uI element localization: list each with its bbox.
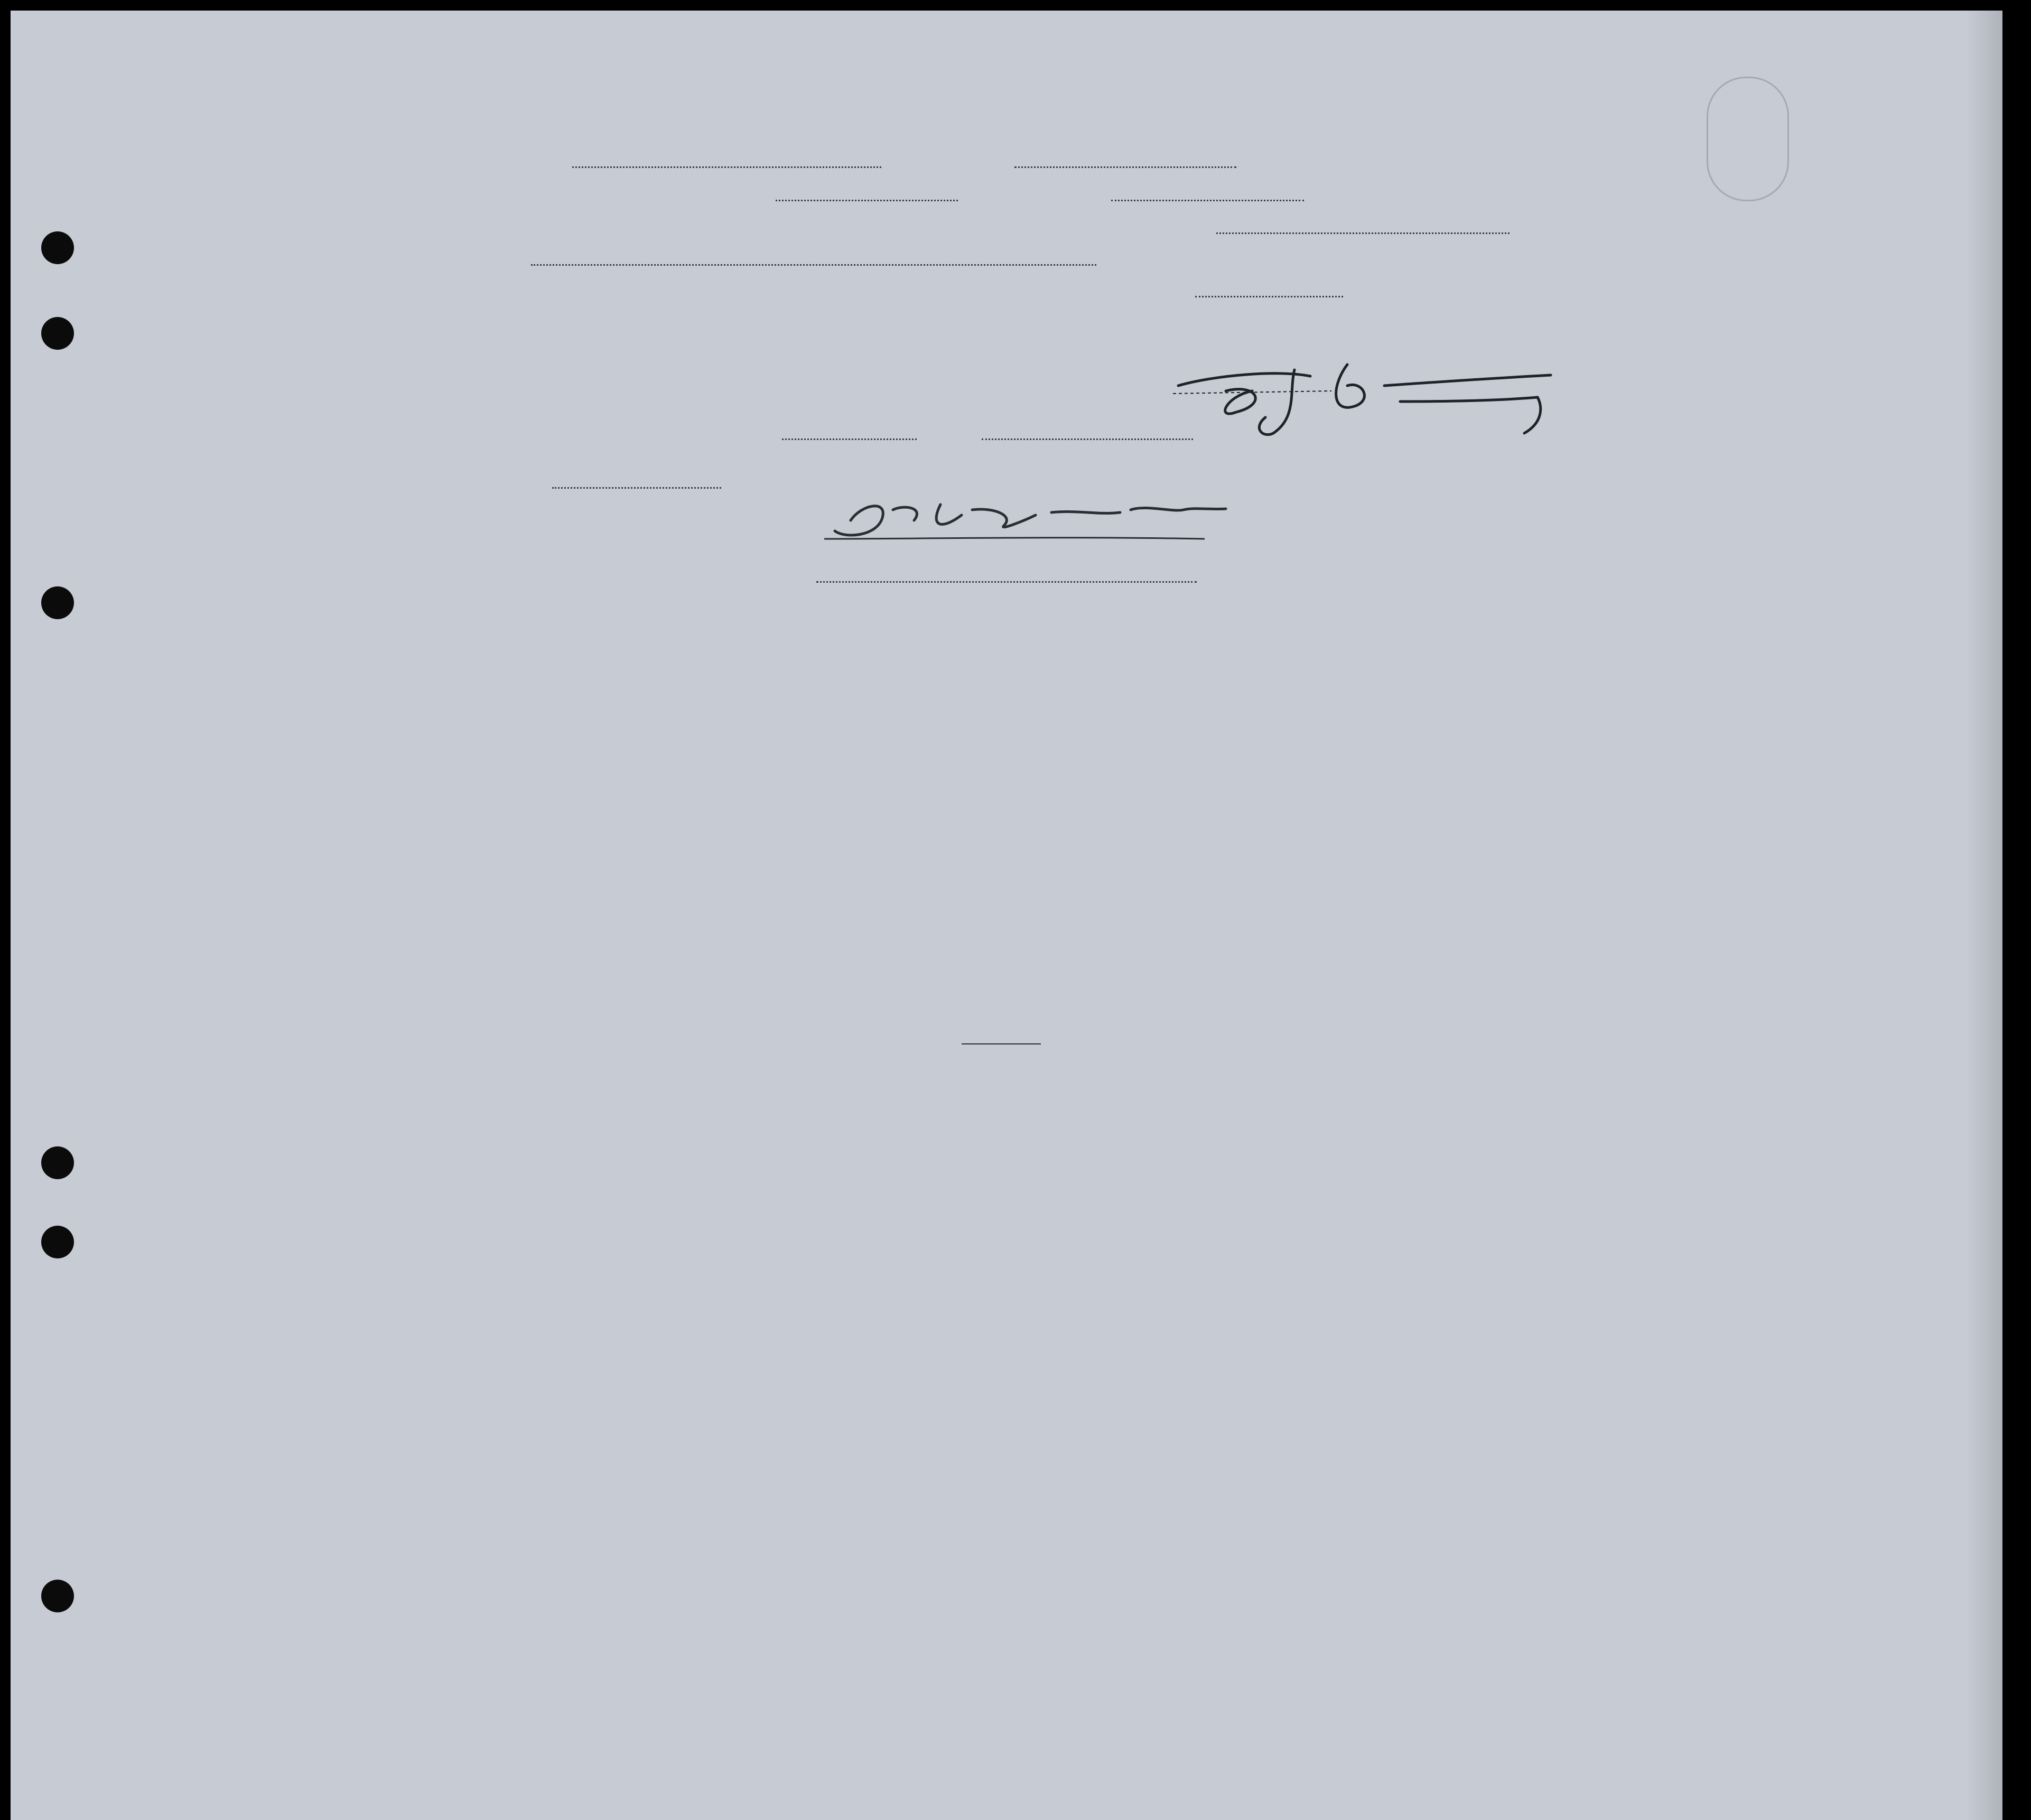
authority-field-cont	[531, 264, 1096, 266]
inspector-signature-line	[816, 581, 1197, 583]
races-title-rule	[962, 1043, 1041, 1044]
sheets-count-field	[1195, 296, 1343, 297]
document-page	[11, 11, 2002, 1820]
sworn-month-field	[982, 438, 1193, 440]
surgeon-signature	[1173, 354, 1553, 444]
inspector-signature	[803, 489, 1268, 594]
oath-field	[776, 200, 958, 201]
paper-edge-shadow	[1965, 11, 2002, 1820]
bleed-through-texture	[11, 11, 2002, 1820]
authority-field	[1216, 232, 1510, 234]
vessel-field	[1014, 166, 1236, 168]
surgeon-name-field	[572, 166, 881, 168]
at-place-field	[552, 487, 721, 489]
sworn-date-field	[782, 438, 917, 440]
years-field	[1111, 200, 1304, 201]
